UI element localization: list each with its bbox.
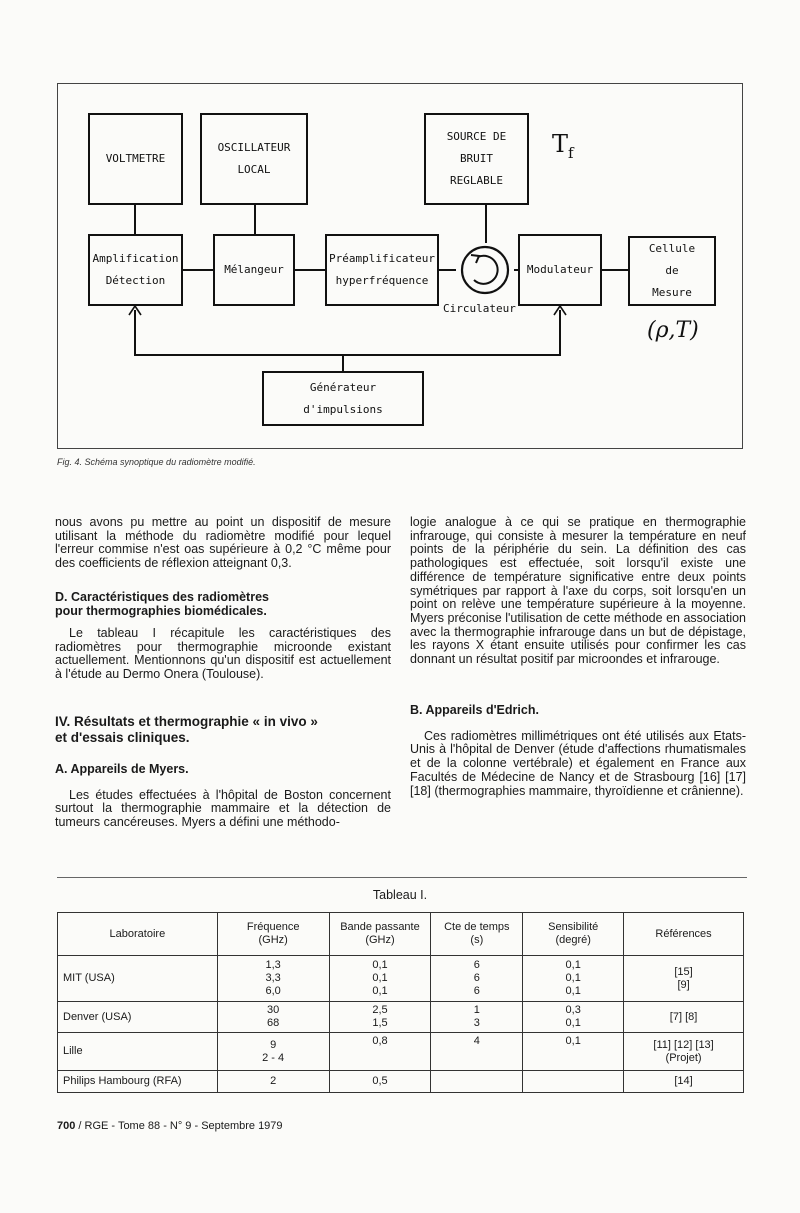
cell-bande <box>329 1002 431 1033</box>
header-sens-2: (degré) <box>555 934 591 946</box>
left-para-2: Le tableau I récapitule les caractéristiques des radiomètres pour thermographie microonde existant actuellement. Mentionnons qu'un dispositif est actuellement à l'étude au Dermo Onera (Toulouse). <box>55 625 391 681</box>
cell-value: [9] <box>677 978 690 991</box>
heading-b: B. Appareils d'Edrich. <box>410 702 539 717</box>
block-oscillateur-label-2: LOCAL <box>237 163 271 176</box>
block-generateur <box>262 371 424 426</box>
header-bande-2: (GHz) <box>365 934 395 946</box>
heading-iv-line-1: IV. Résultats et thermographie « in vivo » <box>55 713 318 729</box>
block-amplification <box>88 234 183 306</box>
right-para-2: Ces radiomètres millimétriques ont été utilisés aux Etats-Unis à l'hôpital de Denver (étude d'affections rhumatismales et de la colonne vertébrale) et également en France aux Facultés de Médecine de Nancy et de Strasbourg [16] [17] [18] (thermographies mammaire, thyroïdienne et crânienne). <box>410 728 746 798</box>
cell-freq <box>217 956 329 1002</box>
cell-value: [7] [8] <box>669 1010 698 1023</box>
cell-refs <box>624 1071 744 1093</box>
cell-value: 0,1 <box>372 959 388 971</box>
cell-freq <box>217 1071 329 1093</box>
header-frequence-2: (GHz) <box>258 934 288 946</box>
cell-bande <box>329 1033 431 1071</box>
tf-label <box>552 130 574 162</box>
block-cellule-label-3: Mesure <box>652 286 692 299</box>
block-oscillateur-label-1: OSCILLATEUR <box>217 141 291 154</box>
table-header-row <box>58 913 744 956</box>
cell-freq <box>217 1033 329 1071</box>
cell-value: 0,1 <box>372 972 388 984</box>
header-bande-1: Bande passante <box>340 921 420 933</box>
cell-cte <box>431 1002 523 1033</box>
header-cte-2: (s) <box>470 934 484 946</box>
block-modulateur-label: Modulateur <box>526 263 594 276</box>
block-source-bruit <box>424 113 529 205</box>
cell-value: 30 <box>267 1004 280 1016</box>
cell-value: 2 - 4 <box>262 1051 285 1064</box>
cell-value: 6 <box>473 985 480 997</box>
cell-value: 0,1 <box>565 1017 581 1029</box>
heading-d-line-1: D. Caractéristiques des radiomètres <box>55 589 269 604</box>
right-para-1: logie analogue à ce qui se pratique en thermographie infrarouge, qui consiste à mesurer la température en neuf points de la périphérie du sein. La définition des cas pathologiques est effectuée, soit lorsqu'il existe une différence de température significative entre deux points symétriques par rapport à l'axe du corps, soit lorsqu'en un point on relève une température supérieure à la moyenne. Myers préconise l'utilisation de cette méthode en association avec la thermographie infrarouge dans un but de dépistage, les rayons X étant ensuite utilisés pour confirmer les cas donnant un résultat positif par microondes et infrarouge. <box>410 515 746 667</box>
block-voltmetre-label: VOLTMETRE <box>105 152 166 165</box>
table-body <box>58 956 744 1093</box>
block-modulateur <box>518 234 602 306</box>
tf-label-sub: f <box>568 143 574 162</box>
cell-value: 2,5 <box>372 1004 388 1016</box>
block-ampli-label-1: Amplification <box>92 252 179 265</box>
page-number: 700 <box>57 1120 76 1132</box>
block-source-label-2: BRUIT <box>459 152 494 165</box>
table-row <box>58 956 744 1002</box>
block-preampli-label-1: Préamplificateur <box>329 252 435 265</box>
block-source-label-3: REGLABLE <box>450 174 503 187</box>
heading-d <box>55 590 391 618</box>
cell-cte <box>431 1071 523 1093</box>
cell-value: 2 <box>270 1075 277 1087</box>
cell-value: 0,8 <box>372 1035 388 1047</box>
block-voltmetre <box>88 113 183 205</box>
heading-a: A. Appareils de Myers. <box>55 761 189 776</box>
cell-value: [15] <box>674 965 693 978</box>
block-ampli-label-2: Détection <box>105 274 166 287</box>
cell-laboratoire: Lille <box>58 1033 218 1071</box>
cell-cte <box>431 1033 523 1071</box>
cell-value: 1,3 <box>265 959 281 971</box>
wire-feedback-left <box>134 310 136 356</box>
footer-journal: / RGE - Tome 88 - N° 9 - Septembre 1979 <box>75 1120 283 1132</box>
cell-laboratoire: Philips Hambourg (RFA) <box>58 1071 218 1093</box>
header-sensibilite <box>523 913 624 956</box>
cell-value: 0,1 <box>565 972 581 984</box>
figure-caption: Fig. 4. Schéma synoptique du radiomètre modifié. <box>57 457 256 467</box>
block-oscillateur <box>200 113 308 205</box>
data-table <box>57 912 744 1093</box>
cell-value: 1 <box>473 1004 480 1016</box>
block-generateur-label-1: Générateur <box>309 380 377 394</box>
cell-value: 3 <box>473 1017 480 1029</box>
wire-voltmetre-ampli <box>134 203 136 236</box>
heading-d-line-2: pour thermographies biomédicales. <box>55 603 267 618</box>
left-column <box>55 516 391 830</box>
cell-value: 0,1 <box>565 1035 581 1047</box>
cell-value: 4 <box>473 1035 480 1047</box>
wire-source-circulateur <box>485 203 487 243</box>
cell-value: 0,1 <box>565 959 581 971</box>
cell-value: 0,1 <box>372 985 388 997</box>
tf-label-main: T <box>552 130 569 158</box>
block-cellule-label-2: de <box>665 264 679 277</box>
cell-value: 0,3 <box>565 1004 581 1016</box>
left-para-3: Les études effectuées à l'hôpital de Boston concernent surtout la thermographie mammaire et la détection de tumeurs cancéreuses. Myers a défini une méthodo- <box>55 787 391 830</box>
cell-sens <box>523 1002 624 1033</box>
header-references: Références <box>624 913 744 956</box>
header-sens-1: Sensibilité <box>548 921 599 933</box>
cell-value: [14] <box>674 1075 693 1087</box>
block-source-label-1: SOURCE DE <box>446 130 507 143</box>
cell-laboratoire: Denver (USA) <box>58 1002 218 1033</box>
cell-refs <box>624 1033 744 1071</box>
header-frequence-1: Fréquence <box>246 921 300 933</box>
block-preamplificateur <box>325 234 439 306</box>
header-cte-1: Cte de temps <box>444 921 510 933</box>
cell-freq <box>217 1002 329 1033</box>
right-column <box>410 516 746 798</box>
heading-iv-line-2: et d'essais cliniques. <box>55 729 190 745</box>
cell-sens <box>523 1071 624 1093</box>
wire-ampli-melangeur <box>181 269 215 271</box>
cell-value: 1,5 <box>372 1017 388 1029</box>
block-melangeur-label: Mélangeur <box>224 263 284 276</box>
circulateur-label: Circulateur <box>443 302 516 315</box>
wire-feedback-right <box>559 310 561 356</box>
block-cellule-mesure <box>628 236 716 306</box>
table-title: Tableau I. <box>372 888 428 902</box>
cell-bande <box>329 1071 431 1093</box>
table-row <box>58 1002 744 1033</box>
header-laboratoire: Laboratoire <box>58 913 218 956</box>
wire-modulateur-cellule <box>600 269 630 271</box>
cell-value: 3,3 <box>265 972 281 984</box>
cell-value: [11] [12] [13] <box>653 1038 714 1051</box>
table-row <box>58 1033 744 1071</box>
block-cellule-label-1: Cellule <box>648 242 696 255</box>
header-cte <box>431 913 523 956</box>
cell-value: 6 <box>473 972 480 984</box>
cell-laboratoire: MIT (USA) <box>58 956 218 1002</box>
cell-value: (Projet) <box>665 1051 702 1064</box>
cell-refs <box>624 956 744 1002</box>
cell-value: 6,0 <box>265 985 281 997</box>
block-melangeur <box>213 234 295 306</box>
left-para-1: nous avons pu mettre au point un dispositif de mesure utilisant la méthode du radiomètre modifié pour lequel l'erreur commise n'est oas supérieure à 0,2 °C même pour des coefficients de réflexion atteignant 0,3. <box>55 515 391 571</box>
circulator-icon <box>454 243 516 299</box>
wire-feedback-bottom <box>134 354 561 356</box>
block-preampli-label-2: hyperfréquence <box>335 274 429 287</box>
rho-t-label: (ρ,T) <box>647 318 699 343</box>
block-generateur-label-2: d'impulsions <box>303 402 383 416</box>
wire-oscillateur-melangeur <box>254 203 256 236</box>
cell-sens <box>523 1033 624 1071</box>
cell-value: 6 <box>473 959 480 971</box>
header-frequence <box>217 913 329 956</box>
cell-refs <box>624 1002 744 1033</box>
table-row <box>58 1071 744 1093</box>
header-bande <box>329 913 431 956</box>
heading-iv <box>55 714 391 746</box>
cell-value: 0,1 <box>565 985 581 997</box>
cell-value: 68 <box>267 1017 280 1029</box>
cell-sens <box>523 956 624 1002</box>
cell-value: 0,5 <box>372 1075 388 1087</box>
wire-melangeur-preampli <box>293 269 327 271</box>
cell-value: 9 <box>270 1038 277 1051</box>
page-footer <box>57 1120 283 1132</box>
table-top-rule <box>57 877 747 878</box>
cell-bande <box>329 956 431 1002</box>
cell-cte <box>431 956 523 1002</box>
